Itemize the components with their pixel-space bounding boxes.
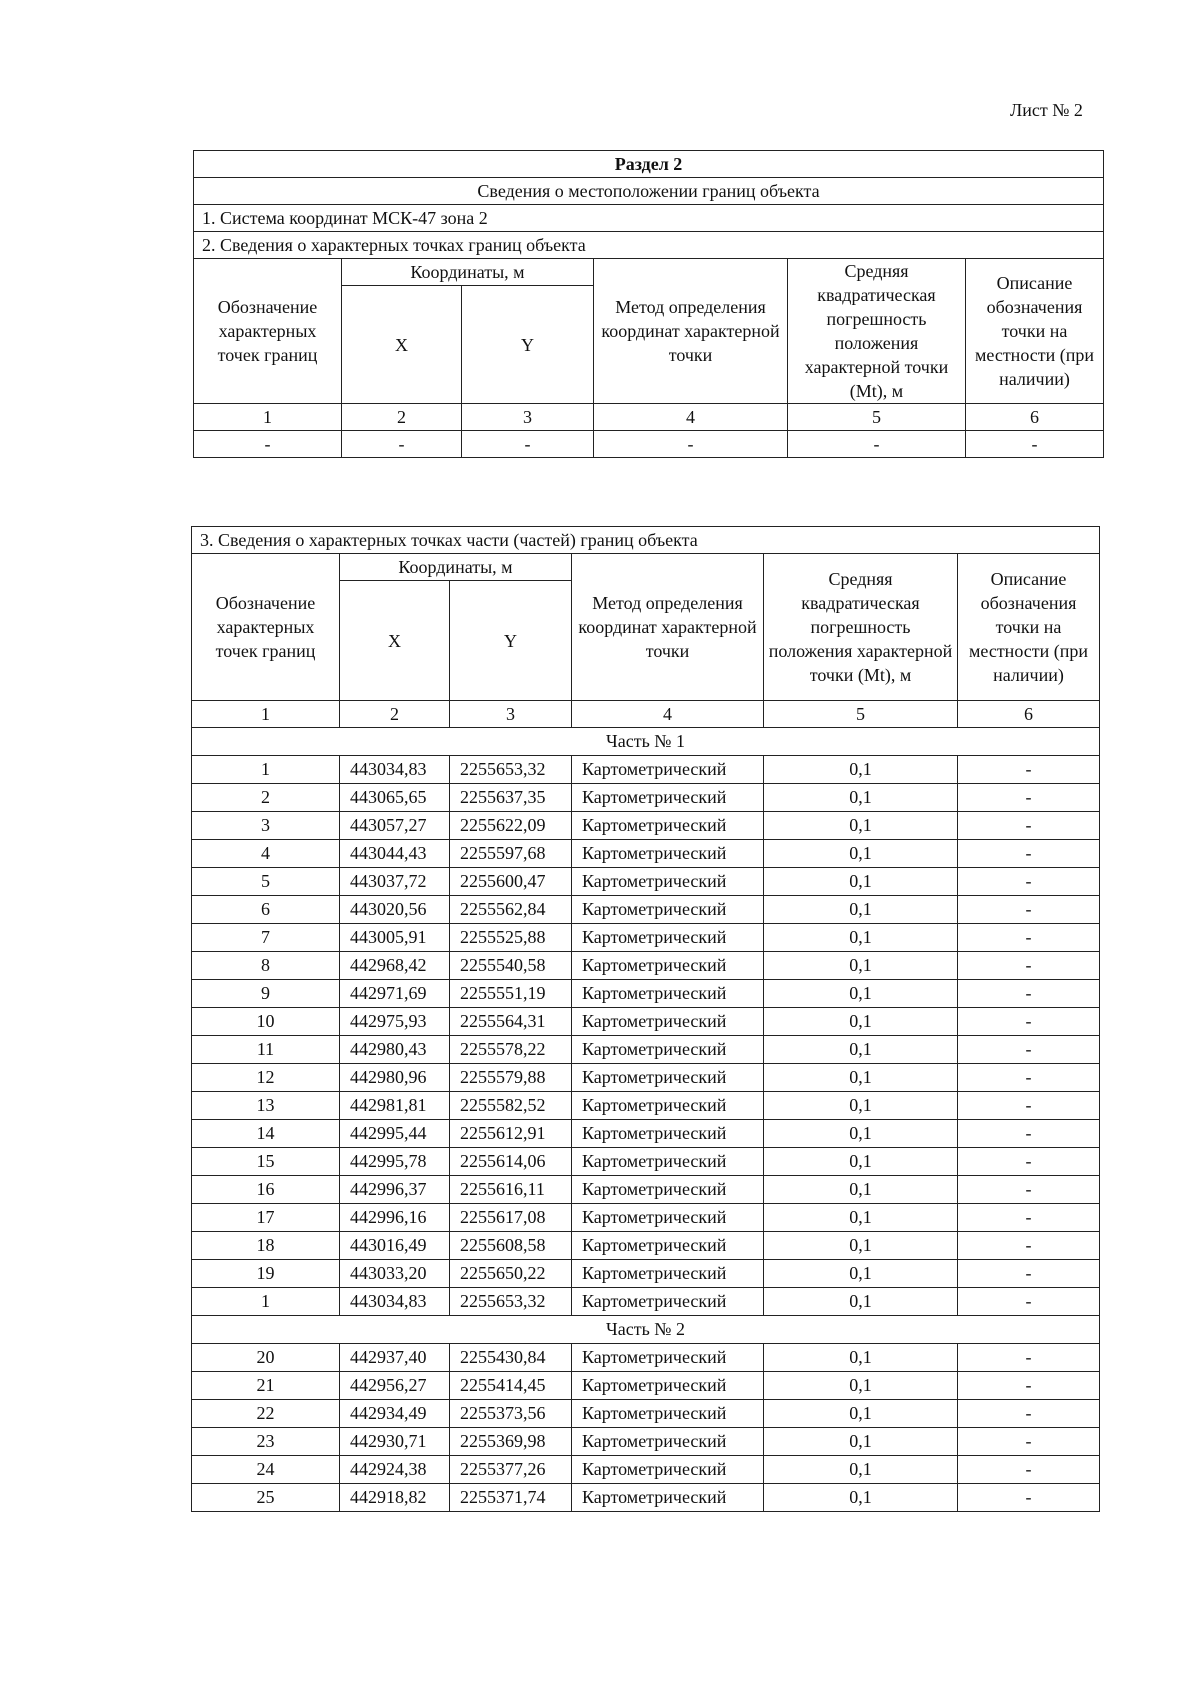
- method-cell: Картометрический: [572, 952, 764, 980]
- description-cell: -: [958, 1260, 1100, 1288]
- method-cell: Картометрический: [572, 1204, 764, 1232]
- point-id-cell: 9: [192, 980, 340, 1008]
- part-title: Часть № 1: [192, 728, 1100, 756]
- description-cell: -: [958, 1204, 1100, 1232]
- method-cell: Картометрический: [572, 1484, 764, 1512]
- y-cell: 2255614,06: [450, 1148, 572, 1176]
- part-title: Часть № 2: [192, 1316, 1100, 1344]
- header-x: X: [340, 581, 450, 701]
- table-row: [192, 1092, 1100, 1120]
- column-number: 5: [788, 404, 966, 431]
- header-designation: Обозначение характерных точек границ: [192, 554, 340, 701]
- table-row: [192, 1036, 1100, 1064]
- point-id-cell: 15: [192, 1148, 340, 1176]
- x-cell: 442980,96: [340, 1064, 450, 1092]
- parts-title: 3. Сведения о характерных точках части (частей) границ объекта: [192, 527, 1100, 554]
- header-method: Метод определения координат характерной точки: [572, 554, 764, 701]
- error-cell: 0,1: [764, 1064, 958, 1092]
- table-row: [192, 1260, 1100, 1288]
- y-cell: 2255377,26: [450, 1456, 572, 1484]
- table-row: [192, 784, 1100, 812]
- point-id-cell: 11: [192, 1036, 340, 1064]
- description-cell: -: [958, 1064, 1100, 1092]
- error-cell: 0,1: [764, 1092, 958, 1120]
- y-cell: 2255622,09: [450, 812, 572, 840]
- column-number: 1: [192, 701, 340, 728]
- description-cell: -: [958, 896, 1100, 924]
- description-cell: -: [958, 1400, 1100, 1428]
- method-cell: Картометрический: [572, 840, 764, 868]
- section-subtitle: Сведения о местоположении границ объекта: [194, 178, 1104, 205]
- empty-cell: -: [194, 431, 342, 458]
- error-cell: 0,1: [764, 1260, 958, 1288]
- table-row: [192, 924, 1100, 952]
- point-id-cell: 4: [192, 840, 340, 868]
- column-number: 5: [764, 701, 958, 728]
- point-id-cell: 12: [192, 1064, 340, 1092]
- y-cell: 2255373,56: [450, 1400, 572, 1428]
- method-cell: Картометрический: [572, 1260, 764, 1288]
- table-row: [192, 980, 1100, 1008]
- table-row: [192, 1008, 1100, 1036]
- section-title: Раздел 2: [194, 151, 1104, 178]
- empty-cell: -: [788, 431, 966, 458]
- description-cell: -: [958, 840, 1100, 868]
- description-cell: -: [958, 868, 1100, 896]
- y-cell: 2255612,91: [450, 1120, 572, 1148]
- description-cell: -: [958, 1036, 1100, 1064]
- table-row: [192, 1456, 1100, 1484]
- x-cell: 442996,37: [340, 1176, 450, 1204]
- error-cell: 0,1: [764, 840, 958, 868]
- error-cell: 0,1: [764, 1484, 958, 1512]
- method-cell: Картометрический: [572, 1176, 764, 1204]
- point-id-cell: 25: [192, 1484, 340, 1512]
- empty-cell: -: [342, 431, 462, 458]
- coordinate-system: 1. Система координат МСК-47 зона 2: [194, 205, 1104, 232]
- description-cell: -: [958, 756, 1100, 784]
- x-cell: 442930,71: [340, 1428, 450, 1456]
- y-cell: 2255600,47: [450, 868, 572, 896]
- description-cell: -: [958, 1176, 1100, 1204]
- y-cell: 2255637,35: [450, 784, 572, 812]
- point-id-cell: 10: [192, 1008, 340, 1036]
- column-number: 6: [966, 404, 1104, 431]
- table-row: [192, 1428, 1100, 1456]
- header-coordinates: Координаты, м: [342, 259, 594, 286]
- error-cell: 0,1: [764, 1456, 958, 1484]
- error-cell: 0,1: [764, 784, 958, 812]
- description-cell: -: [958, 1120, 1100, 1148]
- y-cell: 2255653,32: [450, 756, 572, 784]
- y-cell: 2255617,08: [450, 1204, 572, 1232]
- empty-cell: -: [966, 431, 1104, 458]
- y-cell: 2255564,31: [450, 1008, 572, 1036]
- description-cell: -: [958, 1232, 1100, 1260]
- point-id-cell: 18: [192, 1232, 340, 1260]
- y-cell: 2255597,68: [450, 840, 572, 868]
- header-coordinates: Координаты, м: [340, 554, 572, 581]
- description-cell: -: [958, 952, 1100, 980]
- table-row: [192, 1176, 1100, 1204]
- method-cell: Картометрический: [572, 1288, 764, 1316]
- x-cell: 442980,43: [340, 1036, 450, 1064]
- error-cell: 0,1: [764, 980, 958, 1008]
- method-cell: Картометрический: [572, 980, 764, 1008]
- description-cell: -: [958, 1372, 1100, 1400]
- points-title: 2. Сведения о характерных точках границ объекта: [194, 232, 1104, 259]
- header-x: X: [342, 286, 462, 404]
- y-cell: 2255430,84: [450, 1344, 572, 1372]
- point-id-cell: 6: [192, 896, 340, 924]
- y-cell: 2255582,52: [450, 1092, 572, 1120]
- method-cell: Картометрический: [572, 1372, 764, 1400]
- table-row: [192, 952, 1100, 980]
- y-cell: 2255650,22: [450, 1260, 572, 1288]
- error-cell: 0,1: [764, 1008, 958, 1036]
- error-cell: 0,1: [764, 1344, 958, 1372]
- y-cell: 2255616,11: [450, 1176, 572, 1204]
- header-y: Y: [462, 286, 594, 404]
- column-number: 6: [958, 701, 1100, 728]
- table-row: [192, 868, 1100, 896]
- table-row: [192, 840, 1100, 868]
- error-cell: 0,1: [764, 1176, 958, 1204]
- method-cell: Картометрический: [572, 1428, 764, 1456]
- error-cell: 0,1: [764, 896, 958, 924]
- point-id-cell: 22: [192, 1400, 340, 1428]
- point-id-cell: 20: [192, 1344, 340, 1372]
- error-cell: 0,1: [764, 1428, 958, 1456]
- parts-rows: [192, 728, 1100, 1512]
- error-cell: 0,1: [764, 952, 958, 980]
- sheet-number: Лист № 2: [1010, 100, 1083, 120]
- x-cell: 442934,49: [340, 1400, 450, 1428]
- x-cell: 442975,93: [340, 1008, 450, 1036]
- x-cell: 443020,56: [340, 896, 450, 924]
- x-cell: 443057,27: [340, 812, 450, 840]
- table-row: [192, 1344, 1100, 1372]
- x-cell: 443005,91: [340, 924, 450, 952]
- method-cell: Картометрический: [572, 868, 764, 896]
- column-number: 3: [462, 404, 594, 431]
- parts-points-table: [191, 526, 1100, 1512]
- error-cell: 0,1: [764, 1288, 958, 1316]
- empty-cell: -: [594, 431, 788, 458]
- x-cell: 443037,72: [340, 868, 450, 896]
- boundary-points-table: [193, 150, 1104, 458]
- column-number: 1: [194, 404, 342, 431]
- header-description: Описание обозначения точки на местности (при наличии): [966, 259, 1104, 404]
- method-cell: Картометрический: [572, 1092, 764, 1120]
- table-row: [192, 1400, 1100, 1428]
- y-cell: 2255579,88: [450, 1064, 572, 1092]
- description-cell: -: [958, 812, 1100, 840]
- column-number: 2: [340, 701, 450, 728]
- description-cell: -: [958, 1092, 1100, 1120]
- x-cell: 442995,78: [340, 1148, 450, 1176]
- x-cell: 443044,43: [340, 840, 450, 868]
- point-id-cell: 1: [192, 756, 340, 784]
- error-cell: 0,1: [764, 812, 958, 840]
- x-cell: 442968,42: [340, 952, 450, 980]
- error-cell: 0,1: [764, 756, 958, 784]
- method-cell: Картометрический: [572, 1036, 764, 1064]
- x-cell: 443016,49: [340, 1232, 450, 1260]
- method-cell: Картометрический: [572, 896, 764, 924]
- point-id-cell: 17: [192, 1204, 340, 1232]
- x-cell: 443034,83: [340, 1288, 450, 1316]
- x-cell: 442918,82: [340, 1484, 450, 1512]
- method-cell: Картометрический: [572, 1008, 764, 1036]
- table-row: [192, 896, 1100, 924]
- description-cell: -: [958, 1008, 1100, 1036]
- error-cell: 0,1: [764, 1204, 958, 1232]
- header-designation: Обозначение характерных точек границ: [194, 259, 342, 404]
- y-cell: 2255414,45: [450, 1372, 572, 1400]
- point-id-cell: 1: [192, 1288, 340, 1316]
- y-cell: 2255369,98: [450, 1428, 572, 1456]
- table-row: [192, 1204, 1100, 1232]
- error-cell: 0,1: [764, 868, 958, 896]
- x-cell: 442937,40: [340, 1344, 450, 1372]
- method-cell: Картометрический: [572, 1064, 764, 1092]
- description-cell: -: [958, 784, 1100, 812]
- x-cell: 442971,69: [340, 980, 450, 1008]
- table-row: [192, 1064, 1100, 1092]
- point-id-cell: 3: [192, 812, 340, 840]
- header-y: Y: [450, 581, 572, 701]
- column-number: 3: [450, 701, 572, 728]
- header-description: Описание обозначения точки на местности (при наличии): [958, 554, 1100, 701]
- point-id-cell: 8: [192, 952, 340, 980]
- column-number: 4: [572, 701, 764, 728]
- description-cell: -: [958, 1484, 1100, 1512]
- point-id-cell: 14: [192, 1120, 340, 1148]
- table-row: [192, 1484, 1100, 1512]
- method-cell: Картометрический: [572, 1400, 764, 1428]
- table-row: [192, 756, 1100, 784]
- y-cell: 2255562,84: [450, 896, 572, 924]
- error-cell: 0,1: [764, 1400, 958, 1428]
- method-cell: Картометрический: [572, 1232, 764, 1260]
- method-cell: Картометрический: [572, 784, 764, 812]
- point-id-cell: 13: [192, 1092, 340, 1120]
- x-cell: 442924,38: [340, 1456, 450, 1484]
- column-number: 2: [342, 404, 462, 431]
- table-row: [192, 1120, 1100, 1148]
- method-cell: Картометрический: [572, 812, 764, 840]
- point-id-cell: 19: [192, 1260, 340, 1288]
- header-error: Средняя квадратическая погрешность положения характерной точки (Mt), м: [764, 554, 958, 701]
- table-row: [192, 1148, 1100, 1176]
- description-cell: -: [958, 1344, 1100, 1372]
- part-header-row: [192, 728, 1100, 756]
- point-id-cell: 7: [192, 924, 340, 952]
- point-id-cell: 5: [192, 868, 340, 896]
- y-cell: 2255525,88: [450, 924, 572, 952]
- table-row: [192, 1288, 1100, 1316]
- y-cell: 2255371,74: [450, 1484, 572, 1512]
- description-cell: -: [958, 1428, 1100, 1456]
- header-error: Средняя квадратическая погрешность положения характерной точки (Mt), м: [788, 259, 966, 404]
- column-number: 4: [594, 404, 788, 431]
- error-cell: 0,1: [764, 1120, 958, 1148]
- error-cell: 0,1: [764, 1232, 958, 1260]
- x-cell: 442981,81: [340, 1092, 450, 1120]
- point-id-cell: 23: [192, 1428, 340, 1456]
- table-row: [192, 1372, 1100, 1400]
- point-id-cell: 24: [192, 1456, 340, 1484]
- description-cell: -: [958, 1456, 1100, 1484]
- point-id-cell: 16: [192, 1176, 340, 1204]
- y-cell: 2255578,22: [450, 1036, 572, 1064]
- description-cell: -: [958, 1148, 1100, 1176]
- empty-cell: -: [462, 431, 594, 458]
- error-cell: 0,1: [764, 1148, 958, 1176]
- error-cell: 0,1: [764, 1372, 958, 1400]
- point-id-cell: 2: [192, 784, 340, 812]
- method-cell: Картометрический: [572, 1344, 764, 1372]
- x-cell: 443033,20: [340, 1260, 450, 1288]
- y-cell: 2255551,19: [450, 980, 572, 1008]
- header-method: Метод определения координат характерной точки: [594, 259, 788, 404]
- description-cell: -: [958, 924, 1100, 952]
- part-header-row: [192, 1316, 1100, 1344]
- y-cell: 2255540,58: [450, 952, 572, 980]
- x-cell: 443065,65: [340, 784, 450, 812]
- description-cell: -: [958, 1288, 1100, 1316]
- x-cell: 443034,83: [340, 756, 450, 784]
- y-cell: 2255653,32: [450, 1288, 572, 1316]
- error-cell: 0,1: [764, 924, 958, 952]
- x-cell: 442956,27: [340, 1372, 450, 1400]
- description-cell: -: [958, 980, 1100, 1008]
- method-cell: Картометрический: [572, 924, 764, 952]
- table-row: [192, 1232, 1100, 1260]
- x-cell: 442996,16: [340, 1204, 450, 1232]
- x-cell: 442995,44: [340, 1120, 450, 1148]
- point-id-cell: 21: [192, 1372, 340, 1400]
- method-cell: Картометрический: [572, 1120, 764, 1148]
- method-cell: Картометрический: [572, 1148, 764, 1176]
- error-cell: 0,1: [764, 1036, 958, 1064]
- method-cell: Картометрический: [572, 756, 764, 784]
- y-cell: 2255608,58: [450, 1232, 572, 1260]
- table-row: [192, 812, 1100, 840]
- method-cell: Картометрический: [572, 1456, 764, 1484]
